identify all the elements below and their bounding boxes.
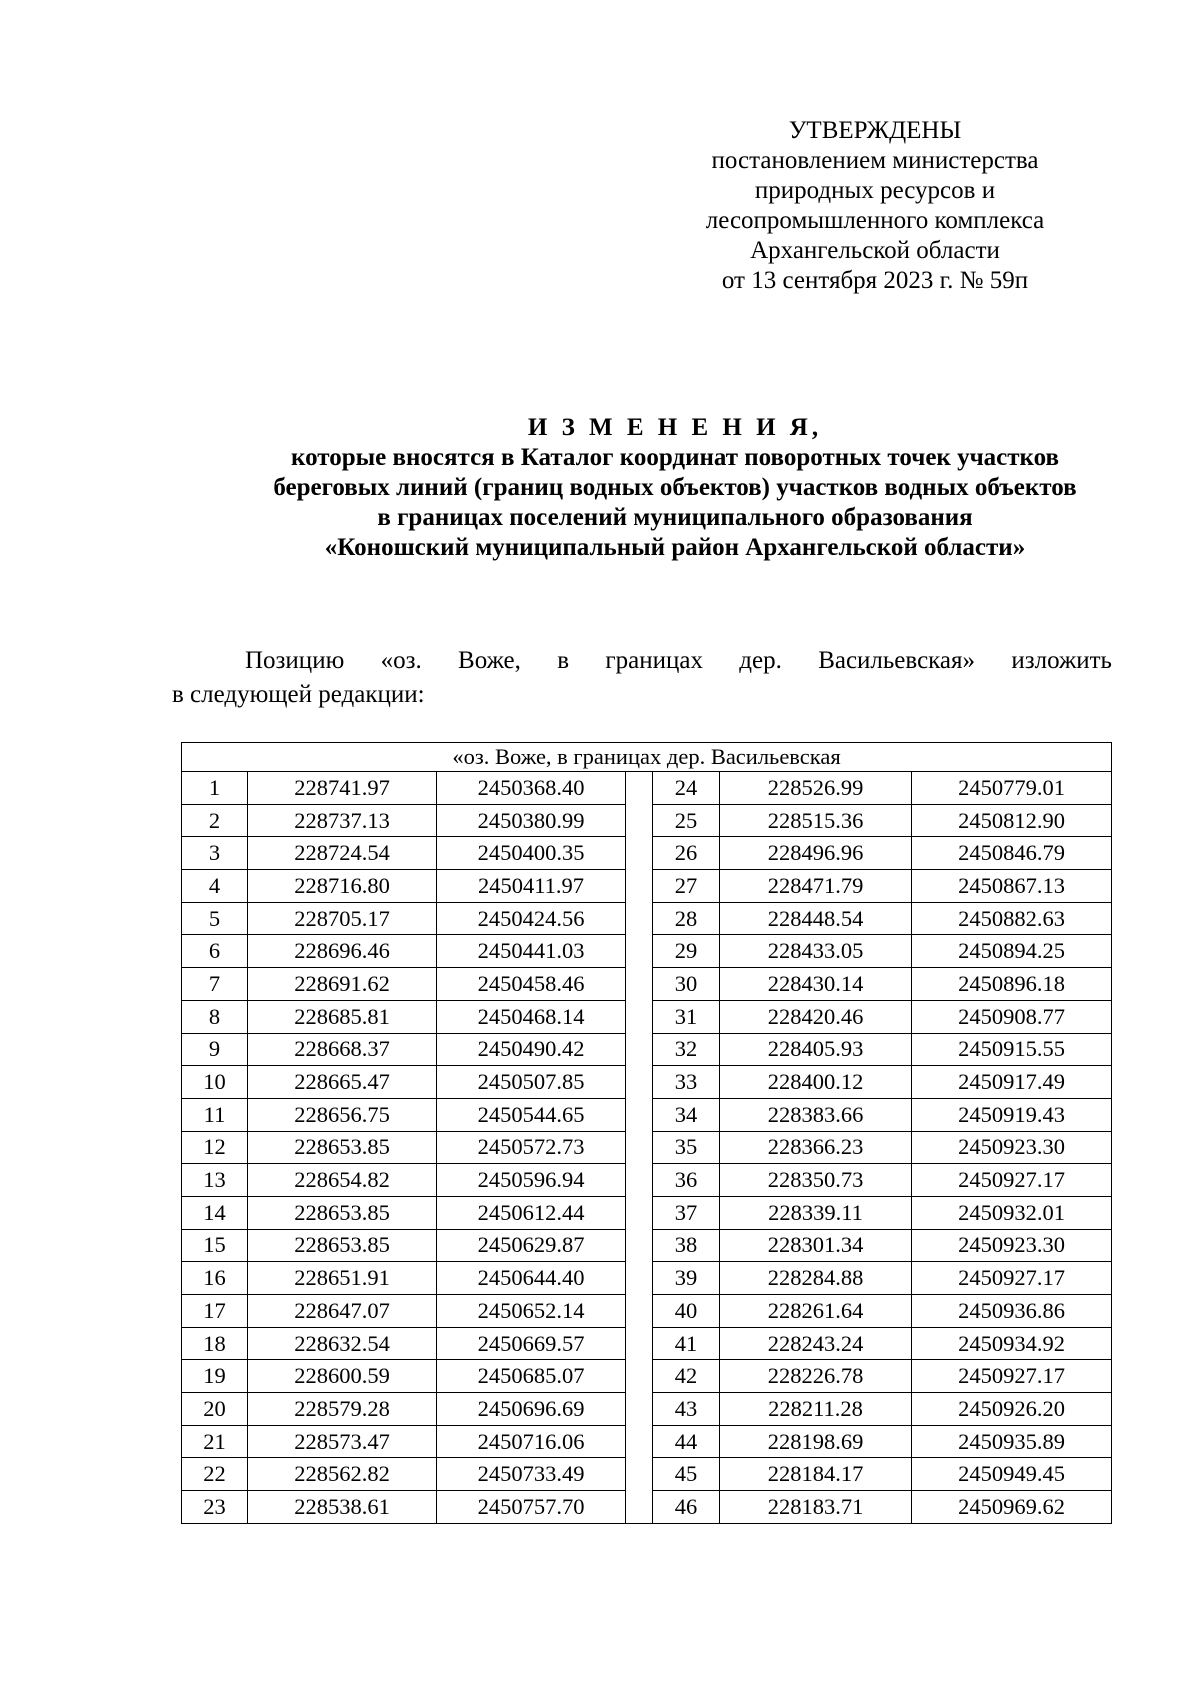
table-row: [182, 1066, 1112, 1099]
table-body: [182, 772, 1112, 1524]
table-row: [182, 1425, 1112, 1458]
y-coordinate: 2450919.43: [912, 1098, 1112, 1131]
point-number: 19: [182, 1360, 248, 1393]
table-caption-row: [182, 743, 1112, 772]
column-gap: [626, 968, 653, 1001]
x-coordinate: 228647.07: [248, 1295, 437, 1328]
point-number: 44: [653, 1425, 720, 1458]
point-number: 32: [653, 1033, 720, 1066]
y-coordinate: 2450846.79: [912, 837, 1112, 870]
column-gap: [626, 1066, 653, 1099]
x-coordinate: 228741.97: [248, 772, 437, 805]
y-coordinate: 2450932.01: [912, 1196, 1112, 1229]
title-heading: И З М Е Н Е Н И Я,: [527, 414, 823, 441]
x-coordinate: 228573.47: [248, 1425, 437, 1458]
x-coordinate: 228705.17: [248, 902, 437, 935]
point-number: 24: [653, 772, 720, 805]
y-coordinate: 2450779.01: [912, 772, 1112, 805]
point-number: 31: [653, 1000, 720, 1033]
column-gap: [626, 1327, 653, 1360]
y-coordinate: 2450927.17: [912, 1262, 1112, 1295]
x-coordinate: 228724.54: [248, 837, 437, 870]
approval-line: Архангельской области: [750, 237, 1000, 264]
paragraph-word: в: [557, 647, 570, 674]
coordinates-table: [181, 742, 1112, 1524]
x-coordinate: 228471.79: [720, 870, 912, 903]
x-coordinate: 228243.24: [720, 1327, 912, 1360]
point-number: 7: [182, 968, 248, 1001]
table-row: [182, 837, 1112, 870]
approval-block: [650, 116, 1100, 296]
point-number: 12: [182, 1131, 248, 1164]
body-paragraph: [172, 644, 1112, 712]
title-line: «Коношский муниципальный район Архангельской области»: [324, 534, 1026, 561]
column-gap: [626, 1262, 653, 1295]
point-number: 42: [653, 1360, 720, 1393]
paragraph-line: в следующей редакции:: [172, 681, 425, 708]
column-gap: [626, 935, 653, 968]
x-coordinate: 228653.85: [248, 1196, 437, 1229]
y-coordinate: 2450424.56: [437, 902, 626, 935]
x-coordinate: 228579.28: [248, 1393, 437, 1426]
table-row: [182, 1491, 1112, 1524]
approval-line: природных ресурсов и: [754, 177, 996, 204]
table-row: [182, 935, 1112, 968]
point-number: 26: [653, 837, 720, 870]
y-coordinate: 2450629.87: [437, 1229, 626, 1262]
title-line: в границах поселений муниципального образования: [377, 504, 973, 531]
point-number: 18: [182, 1327, 248, 1360]
title-line: береговых линий (границ водных объектов) участков водных объектов: [273, 474, 1077, 501]
table-row: [182, 1164, 1112, 1197]
point-number: 20: [182, 1393, 248, 1426]
point-number: 21: [182, 1425, 248, 1458]
table-row: [182, 1262, 1112, 1295]
x-coordinate: 228400.12: [720, 1066, 912, 1099]
y-coordinate: 2450927.17: [912, 1164, 1112, 1197]
y-coordinate: 2450896.18: [912, 968, 1112, 1001]
x-coordinate: 228198.69: [720, 1425, 912, 1458]
y-coordinate: 2450934.92: [912, 1327, 1112, 1360]
column-gap: [626, 1196, 653, 1229]
point-number: 28: [653, 902, 720, 935]
x-coordinate: 228433.05: [720, 935, 912, 968]
y-coordinate: 2450696.69: [437, 1393, 626, 1426]
x-coordinate: 228526.99: [720, 772, 912, 805]
x-coordinate: 228211.28: [720, 1393, 912, 1426]
x-coordinate: 228496.96: [720, 837, 912, 870]
y-coordinate: 2450644.40: [437, 1262, 626, 1295]
column-gap: [626, 772, 653, 805]
column-gap: [626, 1491, 653, 1524]
x-coordinate: 228691.62: [248, 968, 437, 1001]
point-number: 43: [653, 1393, 720, 1426]
table-row: [182, 1458, 1112, 1491]
paragraph-word: Воже,: [458, 647, 521, 674]
x-coordinate: 228448.54: [720, 902, 912, 935]
column-gap: [626, 1164, 653, 1197]
y-coordinate: 2450572.73: [437, 1131, 626, 1164]
x-coordinate: 228653.85: [248, 1131, 437, 1164]
x-coordinate: 228350.73: [720, 1164, 912, 1197]
point-number: 34: [653, 1098, 720, 1131]
title-line: которые вносятся в Каталог координат поворотных точек участков: [291, 444, 1059, 471]
y-coordinate: 2450867.13: [912, 870, 1112, 903]
x-coordinate: 228654.82: [248, 1164, 437, 1197]
paragraph-word: «оз.: [380, 647, 422, 674]
y-coordinate: 2450716.06: [437, 1425, 626, 1458]
y-coordinate: 2450923.30: [912, 1229, 1112, 1262]
point-number: 16: [182, 1262, 248, 1295]
column-gap: [626, 1098, 653, 1131]
y-coordinate: 2450596.94: [437, 1164, 626, 1197]
x-coordinate: 228226.78: [720, 1360, 912, 1393]
point-number: 14: [182, 1196, 248, 1229]
y-coordinate: 2450380.99: [437, 804, 626, 837]
column-gap: [626, 1033, 653, 1066]
point-number: 45: [653, 1458, 720, 1491]
point-number: 41: [653, 1327, 720, 1360]
point-number: 30: [653, 968, 720, 1001]
y-coordinate: 2450669.57: [437, 1327, 626, 1360]
paragraph-word: Васильевская»: [818, 647, 976, 674]
point-number: 27: [653, 870, 720, 903]
y-coordinate: 2450927.17: [912, 1360, 1112, 1393]
document-title: [120, 413, 1200, 563]
x-coordinate: 228600.59: [248, 1360, 437, 1393]
x-coordinate: 228366.23: [720, 1131, 912, 1164]
point-number: 5: [182, 902, 248, 935]
column-gap: [626, 1295, 653, 1328]
table-row: [182, 1229, 1112, 1262]
column-gap: [626, 837, 653, 870]
x-coordinate: 228632.54: [248, 1327, 437, 1360]
y-coordinate: 2450685.07: [437, 1360, 626, 1393]
x-coordinate: 228261.64: [720, 1295, 912, 1328]
point-number: 13: [182, 1164, 248, 1197]
point-number: 4: [182, 870, 248, 903]
x-coordinate: 228420.46: [720, 1000, 912, 1033]
x-coordinate: 228668.37: [248, 1033, 437, 1066]
table-row: [182, 804, 1112, 837]
point-number: 40: [653, 1295, 720, 1328]
y-coordinate: 2450915.55: [912, 1033, 1112, 1066]
x-coordinate: 228737.13: [248, 804, 437, 837]
point-number: 37: [653, 1196, 720, 1229]
y-coordinate: 2450894.25: [912, 935, 1112, 968]
approval-line: постановлением министерства: [711, 147, 1039, 174]
point-number: 1: [182, 772, 248, 805]
y-coordinate: 2450400.35: [437, 837, 626, 870]
y-coordinate: 2450733.49: [437, 1458, 626, 1491]
point-number: 38: [653, 1229, 720, 1262]
table-row: [182, 968, 1112, 1001]
x-coordinate: 228685.81: [248, 1000, 437, 1033]
column-gap: [626, 1000, 653, 1033]
x-coordinate: 228183.71: [720, 1491, 912, 1524]
point-number: 2: [182, 804, 248, 837]
column-gap: [626, 1425, 653, 1458]
y-coordinate: 2450468.14: [437, 1000, 626, 1033]
column-gap: [626, 804, 653, 837]
column-gap: [626, 1458, 653, 1491]
point-number: 25: [653, 804, 720, 837]
x-coordinate: 228405.93: [720, 1033, 912, 1066]
y-coordinate: 2450757.70: [437, 1491, 626, 1524]
paragraph-word: Позицию: [245, 647, 345, 674]
table-row: [182, 1295, 1112, 1328]
table-row: [182, 1360, 1112, 1393]
y-coordinate: 2450441.03: [437, 935, 626, 968]
point-number: 33: [653, 1066, 720, 1099]
point-number: 29: [653, 935, 720, 968]
point-number: 46: [653, 1491, 720, 1524]
approval-line: от 13 сентября 2023 г. № 59п: [721, 267, 1029, 294]
table-row: [182, 1196, 1112, 1229]
point-number: 22: [182, 1458, 248, 1491]
y-coordinate: 2450949.45: [912, 1458, 1112, 1491]
table-row: [182, 1000, 1112, 1033]
y-coordinate: 2450917.49: [912, 1066, 1112, 1099]
x-coordinate: 228430.14: [720, 968, 912, 1001]
table-row: [182, 1327, 1112, 1360]
y-coordinate: 2450507.85: [437, 1066, 626, 1099]
y-coordinate: 2450935.89: [912, 1425, 1112, 1458]
point-number: 9: [182, 1033, 248, 1066]
y-coordinate: 2450908.77: [912, 1000, 1112, 1033]
point-number: 11: [182, 1098, 248, 1131]
column-gap: [626, 1131, 653, 1164]
y-coordinate: 2450368.40: [437, 772, 626, 805]
point-number: 6: [182, 935, 248, 968]
x-coordinate: 228651.91: [248, 1262, 437, 1295]
point-number: 17: [182, 1295, 248, 1328]
y-coordinate: 2450923.30: [912, 1131, 1112, 1164]
x-coordinate: 228665.47: [248, 1066, 437, 1099]
y-coordinate: 2450926.20: [912, 1393, 1112, 1426]
y-coordinate: 2450544.65: [437, 1098, 626, 1131]
table-caption: «оз. Воже, в границах дер. Васильевская: [182, 743, 1112, 772]
table-row: [182, 870, 1112, 903]
y-coordinate: 2450458.46: [437, 968, 626, 1001]
column-gap: [626, 1360, 653, 1393]
paragraph-word: дер.: [739, 647, 782, 674]
point-number: 15: [182, 1229, 248, 1262]
y-coordinate: 2450882.63: [912, 902, 1112, 935]
point-number: 36: [653, 1164, 720, 1197]
approval-line: лесопромышленного комплекса: [705, 207, 1045, 234]
x-coordinate: 228538.61: [248, 1491, 437, 1524]
y-coordinate: 2450969.62: [912, 1491, 1112, 1524]
table-row: [182, 1033, 1112, 1066]
x-coordinate: 228656.75: [248, 1098, 437, 1131]
x-coordinate: 228339.11: [720, 1196, 912, 1229]
point-number: 35: [653, 1131, 720, 1164]
x-coordinate: 228562.82: [248, 1458, 437, 1491]
approval-line: УТВЕРЖДЕНЫ: [788, 117, 962, 144]
x-coordinate: 228301.34: [720, 1229, 912, 1262]
point-number: 23: [182, 1491, 248, 1524]
y-coordinate: 2450612.44: [437, 1196, 626, 1229]
paragraph-word: границах: [605, 647, 703, 674]
table-row: [182, 1393, 1112, 1426]
table-row: [182, 1131, 1112, 1164]
paragraph-word: изложить: [1011, 647, 1112, 674]
y-coordinate: 2450652.14: [437, 1295, 626, 1328]
point-number: 3: [182, 837, 248, 870]
x-coordinate: 228653.85: [248, 1229, 437, 1262]
y-coordinate: 2450936.86: [912, 1295, 1112, 1328]
column-gap: [626, 1393, 653, 1426]
table-row: [182, 1098, 1112, 1131]
paragraph-line: [172, 644, 1112, 678]
column-gap: [626, 1229, 653, 1262]
column-gap: [626, 870, 653, 903]
column-gap: [626, 902, 653, 935]
point-number: 10: [182, 1066, 248, 1099]
table-row: [182, 772, 1112, 805]
x-coordinate: 228383.66: [720, 1098, 912, 1131]
y-coordinate: 2450490.42: [437, 1033, 626, 1066]
x-coordinate: 228515.36: [720, 804, 912, 837]
x-coordinate: 228716.80: [248, 870, 437, 903]
x-coordinate: 228184.17: [720, 1458, 912, 1491]
point-number: 39: [653, 1262, 720, 1295]
table-row: [182, 902, 1112, 935]
point-number: 8: [182, 1000, 248, 1033]
x-coordinate: 228696.46: [248, 935, 437, 968]
y-coordinate: 2450411.97: [437, 870, 626, 903]
x-coordinate: 228284.88: [720, 1262, 912, 1295]
y-coordinate: 2450812.90: [912, 804, 1112, 837]
